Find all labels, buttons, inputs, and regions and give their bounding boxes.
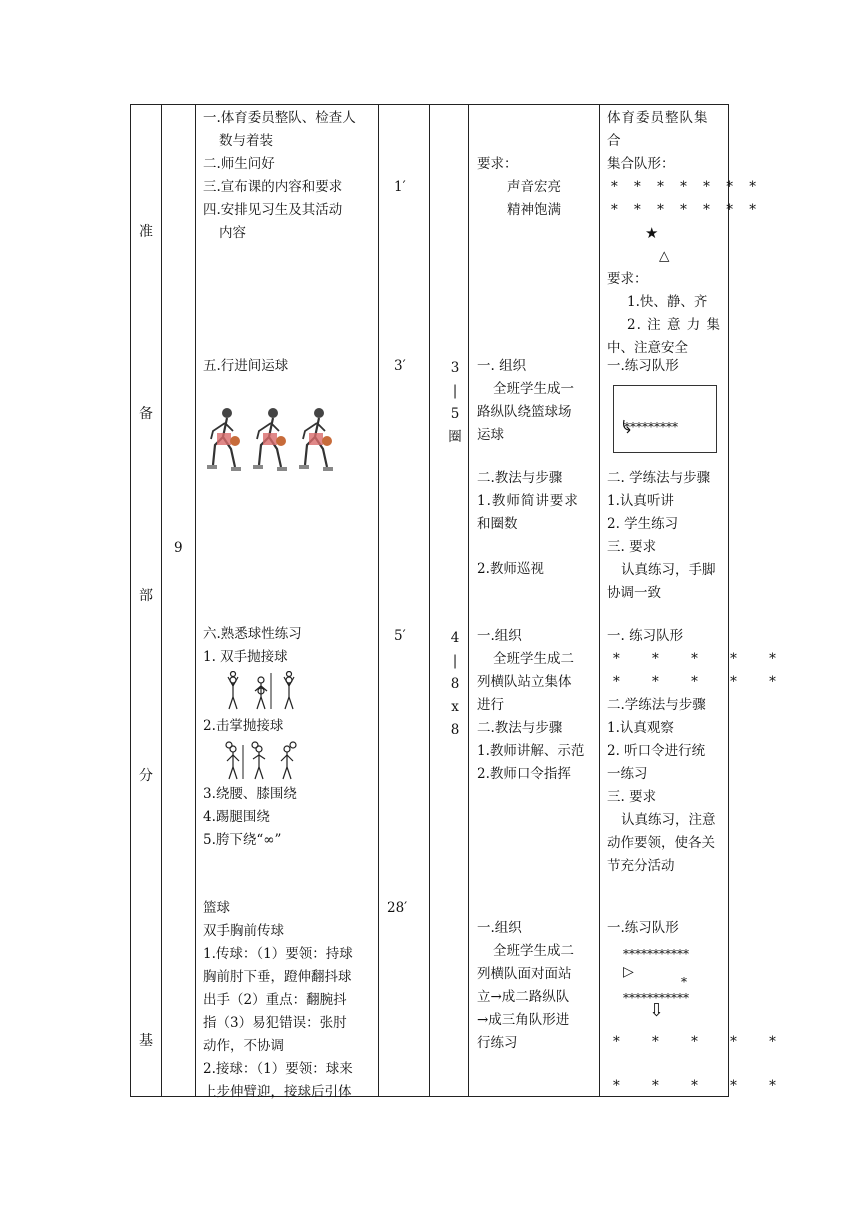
teacher-line: 声音宏亮 <box>507 179 561 195</box>
player-figure <box>207 408 241 471</box>
content-line: 上步伸臂迎，接球后引体 <box>203 1084 352 1100</box>
student-line: 合 <box>607 133 621 149</box>
column-divider <box>429 105 430 1096</box>
column-divider <box>195 105 196 1096</box>
teacher-star-icon: ★ <box>645 224 659 242</box>
teacher-steps-r2 <box>477 467 597 536</box>
time-r3: 5′ <box>394 628 406 644</box>
single-star: * <box>681 975 687 989</box>
teacher-cell-r1 <box>477 153 597 222</box>
teacher-line: 一. 组织 <box>477 358 527 374</box>
triangle-icon: △ <box>659 248 670 264</box>
content-line: 数与着装 <box>219 133 273 149</box>
student-line: 要求： <box>607 271 648 287</box>
content-line: 5.胯下绕“∞” <box>203 832 282 848</box>
player-figure <box>299 408 333 471</box>
student-line: 2. 注 意 力 集 <box>627 317 722 333</box>
count-char: | <box>452 383 458 399</box>
content-line: 动作，不协调 <box>203 1038 284 1054</box>
student-line: 协调一致 <box>607 585 661 601</box>
teacher-cell-r4 <box>477 917 597 1055</box>
section-char: 部 <box>139 588 153 604</box>
student-line: 体育委员整队集 <box>607 110 709 126</box>
teacher-line: 进行 <box>477 697 504 713</box>
teacher-line: 1.教师讲解、示范 <box>477 743 585 759</box>
teacher-line: 全班学生成一 <box>493 381 574 397</box>
teacher-line: 一.组织 <box>477 920 522 936</box>
student-line: 1.认真听讲 <box>607 493 674 509</box>
student-line: 集合队形： <box>607 156 675 172</box>
student-steps-r2 <box>607 467 729 605</box>
content-line: 一.体育委员整队、检查人 <box>203 110 356 126</box>
content-cell-r1 <box>203 107 378 245</box>
stick-figure <box>281 742 296 779</box>
student-line: 2. 学生练习 <box>607 516 679 532</box>
content-line: 胸前肘下垂，蹬伸翻抖球 <box>203 969 352 985</box>
down-arrow-icon: ⇩ <box>649 1000 665 1021</box>
teacher-cell-r2 <box>477 355 597 447</box>
content-title-r2: 五.行进间运球 <box>203 358 289 374</box>
teacher-line: 运球 <box>477 427 504 443</box>
student-line: 节充分活动 <box>607 858 675 874</box>
practice-court-box <box>613 385 717 453</box>
teacher-cell-r3 <box>477 625 597 786</box>
content-line: 三.宣布课的内容和要求 <box>203 179 343 195</box>
student-line: 一. 练习队形 <box>607 628 684 644</box>
count-cell-r2 <box>443 357 467 449</box>
student-line: 三. 要求 <box>607 789 657 805</box>
student-line: 三. 要求 <box>607 539 657 555</box>
content-line: 出手（2）重点：翻腕抖 <box>203 992 347 1008</box>
toss-catch-figures-image <box>223 671 313 711</box>
student-cell-r1 <box>607 107 762 360</box>
student-line: 动作要领，使各关 <box>607 835 715 851</box>
time-r1: 1′ <box>394 179 406 195</box>
content-cell-r4 <box>203 897 378 1104</box>
teacher-line: 二.教法与步骤 <box>477 470 563 486</box>
content-line: 双手胸前传球 <box>203 923 284 939</box>
teacher-line: →成三角队形进 <box>477 1012 570 1028</box>
stick-figure <box>284 672 294 710</box>
student-line: 1.认真观察 <box>607 720 674 736</box>
formation-stars: * * * * * * * <box>611 202 762 218</box>
count-char: 8 <box>450 676 460 692</box>
box-stars: ********* <box>624 420 678 434</box>
dribbling-figures-image <box>203 405 353 481</box>
teacher-line: 二.教法与步骤 <box>477 720 563 736</box>
content-line: 4.踢腿围绕 <box>203 809 270 825</box>
count-char: | <box>452 653 458 669</box>
time-r4: 28′ <box>387 900 408 916</box>
teacher-line: 一.组织 <box>477 628 522 644</box>
student-line: 2. 听口令进行统 <box>607 743 706 759</box>
time-r2: 3′ <box>394 358 406 374</box>
teacher-patrol: 2.教师巡视 <box>477 561 544 577</box>
content-line: 二.师生问好 <box>203 156 275 172</box>
column-divider <box>161 105 162 1096</box>
section-char: 准 <box>139 224 153 240</box>
content-line: 3.绕腰、膝围绕 <box>203 786 297 802</box>
formation-stars: * * * * * <box>613 651 790 667</box>
play-icon: ▷ <box>623 964 634 980</box>
section-char: 基 <box>139 1033 153 1049</box>
count-char: x <box>451 699 459 715</box>
stick-figure <box>226 742 239 779</box>
stick-figure <box>228 672 238 710</box>
teacher-line: 行练习 <box>477 1035 518 1051</box>
section-char: 备 <box>139 406 153 422</box>
student-line: 认真练习，注意 <box>621 812 716 828</box>
content-line: 内容 <box>219 225 246 241</box>
content-line: 2.击掌抛接球 <box>203 718 284 734</box>
stick-figure <box>252 742 265 779</box>
teacher-line: 立→成二路纵队 <box>477 989 570 1005</box>
player-figure <box>253 408 287 471</box>
content-line: 指（3）易犯错误：张肘 <box>203 1015 347 1031</box>
content-line: 2.接球：（1）要领：球来 <box>203 1061 353 1077</box>
teacher-line: 全班学生成二 <box>493 943 574 959</box>
formation-stars-b: *********** <box>623 991 689 1005</box>
formation-stars: * * * * * <box>613 1034 790 1050</box>
column-divider <box>599 105 600 1096</box>
count-char: 圈 <box>448 429 462 445</box>
teacher-line: 2.教师口令指挥 <box>477 766 571 782</box>
count-cell-r3 <box>443 627 467 742</box>
teacher-line: 要求： <box>477 156 518 172</box>
formation-stars: * * * * * <box>613 674 790 690</box>
teacher-line: 1.教师简讲要求 <box>477 493 579 509</box>
content-line: 篮球 <box>203 900 230 916</box>
teacher-line: 全班学生成二 <box>493 651 574 667</box>
student-cell-r3 <box>607 625 790 878</box>
student-title-r4: 一.练习队形 <box>607 920 679 936</box>
student-line: 二. 学练法与步骤 <box>607 470 711 486</box>
section-char: 分 <box>139 768 153 784</box>
content-cell-r3 <box>203 623 378 669</box>
content-line: 四.安排见习生及其活动 <box>203 202 343 218</box>
student-line: 二.学练法与步骤 <box>607 697 706 713</box>
teacher-line: 列横队站立集体 <box>477 674 572 690</box>
teacher-line: 和圈数 <box>477 516 518 532</box>
column-divider <box>468 105 469 1096</box>
content-line: 1.传球：（1）要领：持球 <box>203 946 353 962</box>
content-line: 六.熟悉球性练习 <box>203 626 302 642</box>
teacher-line: 精神饱满 <box>507 202 561 218</box>
formation-stars: * * * * * * * <box>611 179 762 195</box>
count-char: 4 <box>450 630 460 646</box>
lesson-plan-table <box>130 104 790 1100</box>
student-line: 1.快、静、齐 <box>627 294 708 310</box>
count-char: 3 <box>450 360 460 376</box>
total-time: 9 <box>174 540 183 556</box>
clap-catch-figures-image <box>223 741 313 781</box>
count-char: 5 <box>450 406 460 422</box>
student-line: 认真练习，手脚 <box>621 562 716 578</box>
student-line: 中、注意安全 <box>607 340 688 356</box>
teacher-line: 列横队面对面站 <box>477 966 572 982</box>
student-title-r2: 一.练习队形 <box>607 358 679 374</box>
column-divider <box>378 105 379 1096</box>
content-line: 1. 双手抛接球 <box>203 649 288 665</box>
formation-stars: * * * * * <box>613 1078 790 1094</box>
teacher-line: 路纵队绕篮球场 <box>477 404 572 420</box>
content-cell-r3-more <box>203 783 378 852</box>
stick-figure <box>255 677 267 709</box>
formation-stars-a: *********** <box>623 947 689 961</box>
count-char: 8 <box>450 722 460 738</box>
student-line: 一练习 <box>607 766 648 782</box>
